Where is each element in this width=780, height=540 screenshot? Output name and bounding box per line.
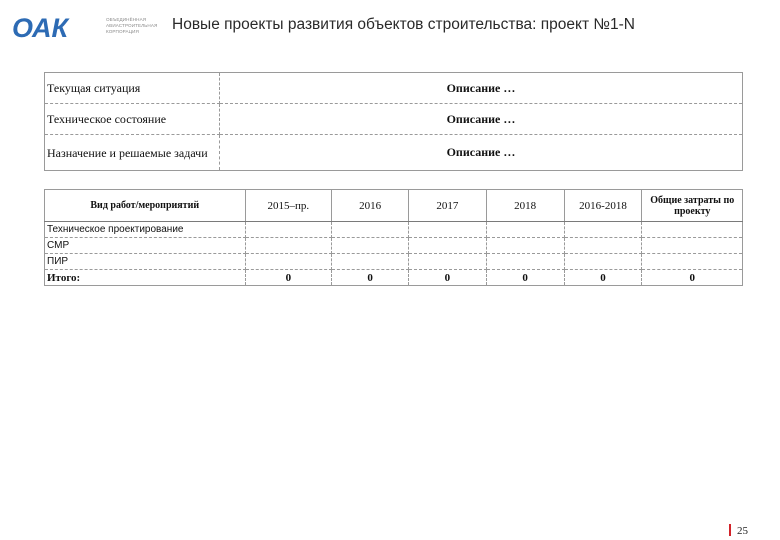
total-cell: 0 bbox=[245, 270, 332, 286]
info-row-technical-state bbox=[45, 104, 743, 135]
cell bbox=[408, 254, 486, 270]
page-number bbox=[729, 524, 748, 537]
row-label: ПИР bbox=[45, 254, 246, 270]
row-label: СМР bbox=[45, 238, 246, 254]
col-header-2016: 2016 bbox=[332, 190, 409, 222]
page-marker bbox=[729, 524, 731, 536]
oak-logo-icon bbox=[12, 12, 102, 42]
col-header-2018: 2018 bbox=[486, 190, 564, 222]
cell bbox=[486, 254, 564, 270]
logo-mark-text: ОАК bbox=[12, 13, 69, 42]
col-header-2015: 2015–пр. bbox=[245, 190, 332, 222]
project-info-table bbox=[44, 72, 743, 171]
cell bbox=[642, 254, 743, 270]
info-label: Назначение и решаемые задачи bbox=[45, 135, 220, 171]
cell bbox=[564, 222, 642, 238]
col-header-2016-2018: 2016-2018 bbox=[564, 190, 642, 222]
logo-caption: ОБЪЕДИНЁННАЯ АВИАСТРОИТЕЛЬНАЯ КОРПОРАЦИЯ bbox=[106, 17, 158, 34]
total-label: Итого: bbox=[45, 270, 246, 286]
cost-table bbox=[44, 189, 743, 286]
total-cell: 0 bbox=[642, 270, 743, 286]
company-logo bbox=[12, 12, 162, 42]
cell bbox=[408, 238, 486, 254]
page-number-text: 25 bbox=[737, 525, 748, 537]
info-label: Техническое состояние bbox=[45, 104, 220, 135]
total-cell: 0 bbox=[408, 270, 486, 286]
cell bbox=[564, 238, 642, 254]
info-value: Описание … bbox=[220, 104, 743, 135]
table-row bbox=[45, 222, 743, 238]
row-label: Техническое проектирование bbox=[45, 222, 246, 238]
page-title: Новые проекты развития объектов строительства: проект №1-N bbox=[172, 16, 635, 33]
info-label: Текущая ситуация bbox=[45, 73, 220, 104]
table-row bbox=[45, 238, 743, 254]
table-row bbox=[45, 254, 743, 270]
cell bbox=[245, 222, 332, 238]
cell bbox=[332, 222, 409, 238]
info-value: Описание … bbox=[220, 135, 743, 171]
cell bbox=[642, 222, 743, 238]
cell bbox=[245, 238, 332, 254]
cell bbox=[564, 254, 642, 270]
cell bbox=[332, 238, 409, 254]
col-header-work-type: Вид работ/мероприятий bbox=[45, 190, 246, 222]
cell bbox=[642, 238, 743, 254]
col-header-total-costs: Общие затраты по проекту bbox=[642, 190, 743, 222]
total-cell: 0 bbox=[564, 270, 642, 286]
cell bbox=[332, 254, 409, 270]
cell bbox=[245, 254, 332, 270]
info-value: Описание … bbox=[220, 73, 743, 104]
cost-table-header bbox=[45, 190, 743, 222]
cell bbox=[486, 222, 564, 238]
total-cell: 0 bbox=[332, 270, 409, 286]
col-header-2017: 2017 bbox=[408, 190, 486, 222]
cell bbox=[408, 222, 486, 238]
info-row-current-situation bbox=[45, 73, 743, 104]
info-row-purpose bbox=[45, 135, 743, 171]
cell bbox=[486, 238, 564, 254]
total-cell: 0 bbox=[486, 270, 564, 286]
total-row bbox=[45, 270, 743, 286]
